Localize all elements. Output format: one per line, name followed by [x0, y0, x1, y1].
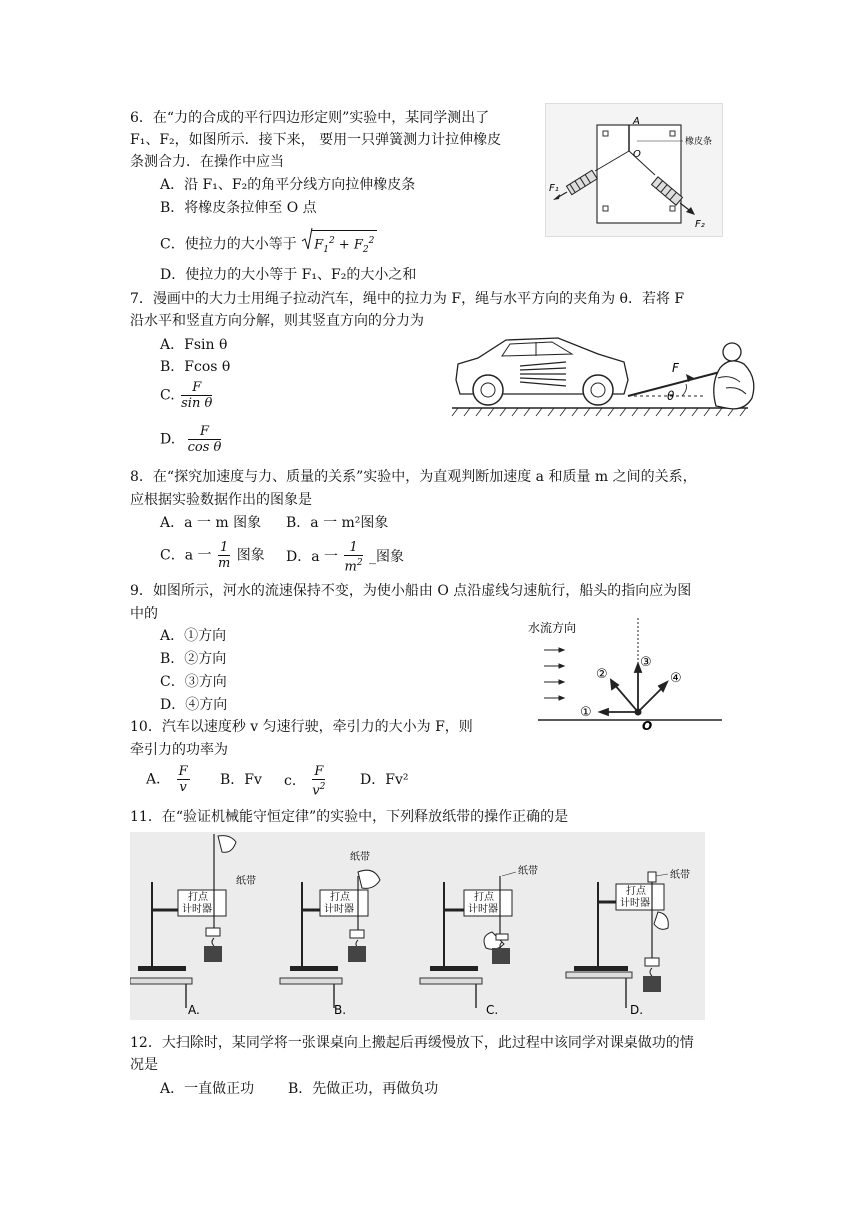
timer-label-top: 打点 [474, 892, 494, 903]
q7-option-b: B．Fcos θ [160, 359, 231, 375]
panel-label-b: B. [334, 1003, 347, 1017]
q10-option-b: B．Fv [220, 772, 262, 788]
q6-figure [545, 103, 723, 237]
q6-option-c-text: C．使拉力的大小等于 [160, 236, 297, 253]
q11-figure [130, 832, 705, 1020]
q10-option-d: D．Fv² [360, 772, 409, 788]
fraction-denominator: $m^2$ [344, 558, 363, 575]
q8-line-2: 应根据实验数据作出的图象是 [130, 492, 312, 508]
q10-option-c-label: c． [284, 773, 306, 790]
fraction-denominator: v [179, 780, 187, 795]
q6-line-3: 条测合力．在操作中应当 [130, 154, 284, 170]
q7-line-1: 7．漫画中的大力士用绳子拉动汽车，绳中的拉力为 F，绳与水平方向的夹角为 θ．若将 F [130, 291, 685, 307]
q8-line-1: 8．在“探究加速度与力、质量的关系”实验中，为直观判断加速度 a 和质量 m 之间的关系， [130, 469, 697, 485]
q6-option-b: B．将橡皮条拉伸至 O 点 [160, 200, 317, 216]
q9-option-b: B．②方向 [160, 651, 227, 667]
fig-label-f2: F₂ [695, 219, 705, 230]
timer-label-bottom: 计时器 [182, 904, 212, 915]
timer-label-top: 打点 [626, 886, 646, 897]
q8-c-fraction [218, 540, 230, 571]
fraction-numerator: 1 [344, 540, 362, 556]
q6-option-d: D．使拉力的大小等于 F₁、F₂的大小之和 [160, 267, 417, 283]
tape-label: 纸带 [670, 870, 690, 881]
q9-option-d: D．④方向 [160, 697, 228, 713]
q8-option-d-post: _图象 [369, 549, 404, 566]
q7-d-fraction [188, 424, 222, 455]
panel-label-a: A. [188, 1003, 200, 1017]
q8-option-c [160, 540, 265, 571]
q10-line-2: 牵引力的功率为 [130, 742, 228, 758]
q10-option-a [146, 764, 192, 795]
timer-label-bottom: 计时器 [324, 904, 354, 915]
tape-label: 纸带 [350, 852, 370, 863]
timer-label-bottom: 计时器 [620, 898, 650, 909]
fig-label-theta: θ [667, 389, 675, 403]
q6-line-2: F₁、F₂，如图所示．接下来， 要用一只弹簧测力计拉伸橡皮 [130, 132, 502, 148]
q12-option-a: A．一直做正功 [160, 1081, 255, 1097]
q7-option-d [160, 424, 223, 455]
fig-dir-3: ③ [640, 655, 652, 670]
q7-option-a: A．Fsin θ [160, 337, 228, 353]
q7-option-c-label: C. [160, 387, 175, 404]
fraction-denominator: cos θ [187, 440, 222, 455]
q9-option-a: A．①方向 [160, 628, 227, 644]
panel-label-c: C. [486, 1003, 499, 1017]
fraction-denominator: sin θ [181, 396, 213, 411]
fraction-denominator-base: m [344, 559, 357, 575]
q10-c-fraction [312, 764, 325, 798]
q8-option-b: B．a 一 m²图象 [286, 515, 389, 531]
q10-a-fraction [177, 764, 190, 795]
q11-line-1: 11．在“验证机械能守恒定律”的实验中，下列释放纸带的操作正确的是 [130, 809, 569, 825]
q7-line-2: 沿水平和竖直方向分解，则其竖直方向的分力为 [130, 313, 424, 329]
q9-line-1: 9．如图所示，河水的流速保持不变，为使小船由 O 点沿虚线匀速航行，船头的指向应为图 [130, 583, 692, 599]
q6-option-a: A．沿 F₁、F₂的角平分线方向拉伸橡皮条 [160, 177, 416, 193]
q8-option-d-pre: D．a 一 [286, 549, 339, 566]
tape-label: 纸带 [236, 876, 256, 887]
fig-label-f: F [672, 361, 679, 375]
radical-sign-icon [301, 227, 313, 251]
q8-d-fraction [344, 540, 362, 574]
fig-label-f1: F₁ [549, 183, 559, 194]
fraction-numerator: F [312, 764, 325, 780]
fraction-numerator: F [188, 424, 222, 440]
q9-line-2: 中的 [130, 606, 158, 622]
fig-dir-4: ④ [670, 671, 682, 686]
q7-option-d-label: D. [160, 431, 176, 448]
timer-label-top: 打点 [188, 892, 208, 903]
timer-label-bottom: 计时器 [468, 904, 498, 915]
fraction-numerator: F [178, 764, 188, 779]
fig-flow-label: 水流方向 [528, 621, 577, 635]
q8-option-a: A．a 一 m 图象 [160, 515, 262, 531]
fig-label-rubber: 橡皮条 [685, 137, 713, 147]
panel-label-d: D. [630, 1003, 644, 1017]
fig-label-o: O [633, 149, 641, 160]
fraction-denominator: m [217, 556, 231, 571]
timer-label-top: 打点 [330, 892, 350, 903]
fig-origin-o: O [642, 719, 653, 733]
q7-c-fraction [181, 380, 212, 411]
fig-label-a: A [633, 116, 640, 127]
q10-option-c [284, 764, 327, 798]
q9-figure [522, 614, 732, 734]
fig-dir-2: ② [596, 667, 608, 682]
fraction-numerator: F [181, 380, 212, 396]
q10-option-a-label: A． [146, 771, 171, 788]
fraction-denominator-base: v [312, 783, 320, 799]
q12-option-b: B．先做正功，再做负功 [288, 1081, 439, 1097]
q7-figure [448, 328, 768, 420]
tape-label: 纸带 [518, 866, 538, 877]
q7-option-c [160, 380, 214, 411]
fraction-numerator: 1 [218, 540, 230, 556]
fraction-denominator: $v^2$ [312, 782, 326, 799]
q8-option-d [286, 540, 404, 574]
fig-dir-1: ① [580, 705, 592, 720]
q9-option-c: C．③方向 [160, 674, 227, 690]
q6-option-c [160, 230, 377, 259]
q12-line-1: 12．大扫除时，某同学将一张课桌向上搬起后再缓慢放下，此过程中该同学对课桌做功的情 [130, 1035, 694, 1051]
q8-option-c-post: 图象 [236, 547, 265, 564]
q8-option-c-pre: C．a 一 [160, 547, 212, 564]
sqrt-expression: $F_1^2 + F_2^2$ [301, 230, 377, 259]
q10-line-1: 10．汽车以速度秒 v 匀速行驶，牵引力的大小为 F，则 [130, 719, 473, 735]
q12-line-2: 况是 [130, 1057, 158, 1073]
q6-line-1: 6．在“力的合成的平行四边形定则”实验中，某同学测出了 [130, 110, 490, 126]
